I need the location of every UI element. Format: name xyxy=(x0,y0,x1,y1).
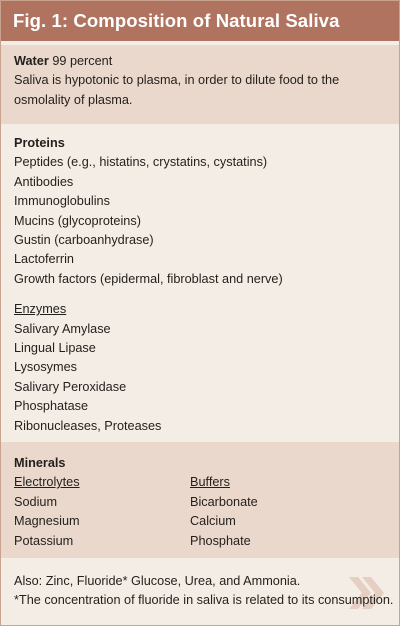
protein-item: Gustin (carboanhydrase) xyxy=(14,233,154,248)
enzyme-item: Salivary Amylase xyxy=(14,321,111,336)
water-value: 99 percent xyxy=(52,54,113,68)
buffer-item: Calcium xyxy=(190,514,236,529)
electrolyte-item: Magnesium xyxy=(14,514,80,529)
enzyme-item: Phosphatase xyxy=(14,399,89,414)
enzyme-item: Ribonucleases, Proteases xyxy=(14,418,162,433)
water-label: Water xyxy=(14,54,49,68)
protein-item: Lactoferrin xyxy=(14,252,74,267)
fluoride-footnote: *The concentration of fluoride in saliva is related to its consumption. xyxy=(14,593,394,608)
water-description: Saliva is hypotonic to plasma, in order to dilute food to the osmolality of plasma. xyxy=(14,73,340,107)
enzyme-item: Lingual Lipase xyxy=(14,341,96,356)
protein-item: Antibodies xyxy=(14,174,74,189)
protein-item: Peptides (e.g., histatins, crystatins, cystatins) xyxy=(14,155,268,170)
buffers-column xyxy=(190,473,389,551)
enzyme-item: Lysosymes xyxy=(14,360,77,375)
water-section xyxy=(1,45,399,124)
protein-item: Immunoglobulins xyxy=(14,194,110,209)
enzymes-heading: Enzymes xyxy=(14,302,67,317)
also-text: Also: Zinc, Fluoride* Glucose, Urea, and Ammonia. xyxy=(14,574,301,588)
buffers-heading: Buffers xyxy=(190,475,230,490)
electrolytes-column xyxy=(14,473,190,551)
minerals-section xyxy=(1,442,399,558)
electrolytes-heading: Electrolytes xyxy=(14,475,80,490)
protein-item: Growth factors (epidermal, fibroblast and nerve) xyxy=(14,271,283,286)
proteins-section xyxy=(1,124,399,442)
electrolyte-item: Potassium xyxy=(14,533,74,548)
enzyme-item: Salivary Peroxidase xyxy=(14,379,127,394)
minerals-columns xyxy=(14,473,389,551)
figure-header xyxy=(1,1,399,41)
minerals-heading: Minerals xyxy=(14,456,66,470)
also-section xyxy=(1,558,399,626)
protein-item: Mucins (glycoproteins) xyxy=(14,213,141,228)
electrolyte-item: Sodium xyxy=(14,494,58,509)
section-spacer xyxy=(14,289,389,300)
buffer-item: Phosphate xyxy=(190,533,251,548)
proteins-heading: Proteins xyxy=(14,136,65,150)
figure-title: Fig. 1: Composition of Natural Saliva xyxy=(13,10,340,31)
buffer-item: Bicarbonate xyxy=(190,494,258,509)
water-line xyxy=(14,52,389,71)
